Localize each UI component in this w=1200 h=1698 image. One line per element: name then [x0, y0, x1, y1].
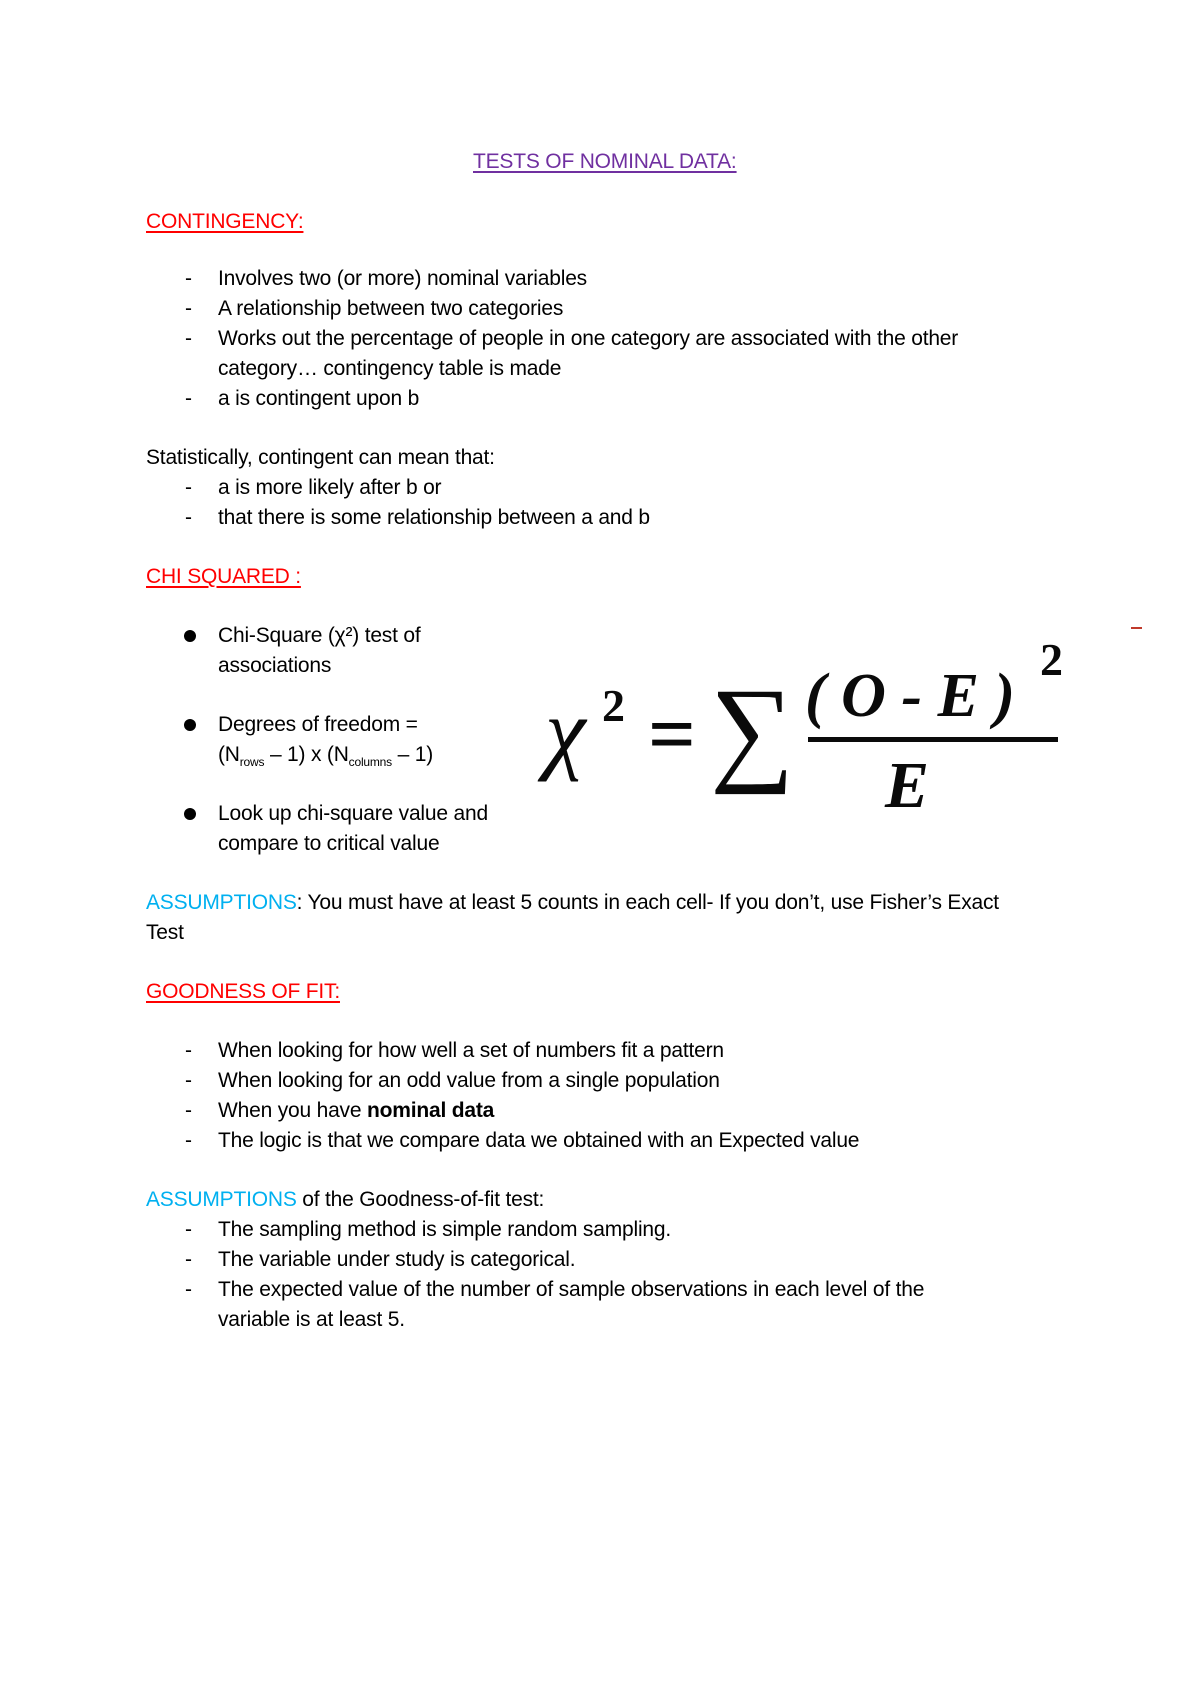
chi-exponent: 2	[602, 680, 625, 731]
list-item: Involves two (or more) nominal variables	[218, 267, 587, 290]
df-open: (N	[218, 743, 240, 766]
df-middle: – 1) x (N	[264, 743, 349, 766]
bullet-marker	[184, 719, 196, 731]
assumptions-text: of the Goodness-of-fit test:	[296, 1188, 545, 1211]
dash-marker: -	[185, 1278, 192, 1301]
list-item	[218, 1096, 494, 1126]
list-item: a is contingent upon b	[218, 387, 420, 410]
list-item-continuation: variable is at least 5.	[218, 1308, 405, 1331]
item-bold-text: nominal data	[366, 1099, 495, 1122]
numerator-exponent: 2	[1040, 634, 1063, 685]
page-title: TESTS OF NOMINAL DATA:	[473, 150, 737, 173]
edge-mark	[1131, 627, 1142, 629]
bullet-item: Look up chi-square value and	[218, 802, 488, 825]
df-close: – 1)	[391, 743, 433, 766]
dash-marker: -	[185, 1099, 192, 1122]
dash-marker: -	[185, 1248, 192, 1271]
dash-marker: -	[185, 1069, 192, 1092]
dash-marker: -	[185, 327, 192, 350]
list-item: a is more likely after b or	[218, 476, 442, 499]
dash-marker: -	[185, 387, 192, 410]
bullet-item: Degrees of freedom =	[218, 713, 418, 736]
list-item-continuation: category… contingency table is made	[218, 357, 562, 380]
goodness-of-fit-heading: GOODNESS OF FIT:	[146, 980, 340, 1003]
bullet-marker	[184, 808, 196, 820]
formula-numerator: ( O - E )	[805, 662, 1016, 730]
df-subscript-columns: columns	[348, 755, 392, 770]
chi-square-formula	[540, 625, 1100, 840]
list-item: A relationship between two categories	[218, 297, 564, 320]
item-text: When you have	[218, 1099, 367, 1122]
dash-marker: -	[185, 1218, 192, 1241]
chi-assumptions-continuation: Test	[146, 921, 184, 944]
chi-assumptions-line	[146, 888, 999, 918]
list-item: The logic is that we compare data we obtained with an Expected value	[218, 1129, 860, 1152]
list-item: The sampling method is simple random sampling.	[218, 1218, 672, 1241]
stat-intro: Statistically, contingent can mean that:	[146, 446, 495, 469]
gof-assumptions-line	[146, 1185, 544, 1215]
dash-marker: -	[185, 267, 192, 290]
dash-marker: -	[185, 506, 192, 529]
bullet-item-continuation: associations	[218, 654, 332, 677]
dash-marker: -	[185, 297, 192, 320]
list-item: When looking for how well a set of numbers fit a pattern	[218, 1039, 724, 1062]
dash-marker: -	[185, 476, 192, 499]
chi-squared-heading: CHI SQUARED :	[146, 565, 301, 588]
list-item: that there is some relationship between a and b	[218, 506, 650, 529]
equals-sign: =	[648, 688, 696, 781]
dash-marker: -	[185, 1129, 192, 1152]
dash-marker: -	[185, 1039, 192, 1062]
list-item: When looking for an odd value from a single population	[218, 1069, 720, 1092]
assumptions-text: : You must have at least 5 counts in each cell- If you don’t, use Fisher’s Exact	[296, 891, 999, 914]
bullet-item: Chi-Square (χ²) test of	[218, 624, 421, 647]
contingency-heading: CONTINGENCY:	[146, 210, 304, 233]
bullet-marker	[184, 630, 196, 642]
assumptions-label: ASSUMPTIONS	[146, 1188, 297, 1211]
bullet-item-continuation: compare to critical value	[218, 832, 440, 855]
degrees-of-freedom-formula	[218, 740, 433, 777]
fraction-bar	[808, 737, 1058, 742]
assumptions-label: ASSUMPTIONS	[146, 891, 297, 914]
chi-symbol: χ	[545, 680, 586, 782]
sigma-symbol: ∑	[710, 664, 795, 795]
df-subscript-rows: rows	[239, 755, 265, 770]
list-item: Works out the percentage of people in one category are associated with the other	[218, 327, 959, 350]
formula-denominator: E	[885, 749, 930, 822]
list-item: The variable under study is categorical.	[218, 1248, 576, 1271]
list-item: The expected value of the number of sample observations in each level of the	[218, 1278, 925, 1301]
